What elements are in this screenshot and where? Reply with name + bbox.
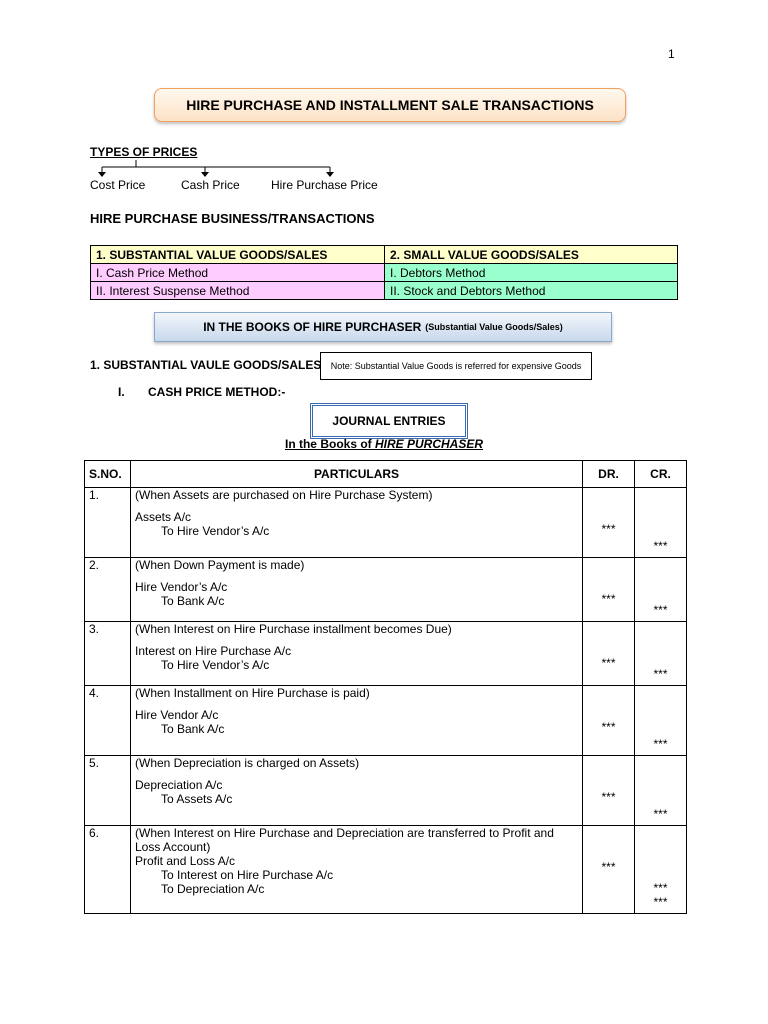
journal-row: [85, 826, 687, 914]
journal-row: [85, 686, 687, 756]
price-type-cost: Cost Price: [90, 178, 146, 192]
books-of-hire-purchaser-banner: [154, 312, 612, 342]
entry-credit-account: To Bank A/c: [161, 722, 225, 736]
books-banner-sub: (Substantial Value Goods/Sales): [425, 322, 563, 332]
goods-table-header-row: [91, 246, 678, 264]
journal-table: [84, 460, 687, 914]
col-header-cr: CR.: [635, 461, 687, 488]
journal-subtitle: [0, 437, 768, 451]
page-number: 1: [668, 47, 675, 61]
journal-cr: ***: [635, 686, 687, 756]
entry-credit-account: To Bank A/c: [161, 594, 225, 608]
entry-description: (When Assets are purchased on Hire Purchase System): [135, 488, 433, 502]
col-header-dr: DR.: [583, 461, 635, 488]
books-banner-main: IN THE BOOKS OF HIRE PURCHASER: [203, 320, 422, 334]
journal-particulars: [131, 686, 583, 756]
journal-sno: 2.: [85, 558, 131, 622]
method-name: CASH PRICE METHOD:-: [148, 385, 286, 399]
entry-credit-account: To Interest on Hire Purchase A/c: [161, 868, 334, 882]
goods-cell: II. Stock and Debtors Method: [385, 282, 678, 300]
entry-description: (When Installment on Hire Purchase is paid): [135, 686, 370, 700]
journal-row: [85, 488, 687, 558]
journal-dr: ***: [583, 622, 635, 686]
goods-cell: I. Debtors Method: [385, 264, 678, 282]
journal-cr: ***: [653, 895, 668, 909]
goods-header-substantial: 1. SUBSTANTIAL VALUE GOODS/SALES: [91, 246, 385, 264]
entry-debit-account: Depreciation A/c: [135, 778, 223, 792]
journal-subtitle-prefix: In the Books of: [284, 437, 375, 451]
col-header-particulars: PARTICULARS: [131, 461, 583, 488]
journal-sno: 6.: [85, 826, 131, 914]
journal-row: [85, 622, 687, 686]
journal-cr: ***: [635, 558, 687, 622]
entry-credit-account: To Assets A/c: [161, 792, 233, 806]
goods-header-small: 2. SMALL VALUE GOODS/SALES: [385, 246, 678, 264]
journal-subtitle-emphasis: HIRE PURCHASER: [374, 437, 483, 451]
hp-business-heading: HIRE PURCHASE BUSINESS/TRANSACTIONS: [90, 211, 375, 226]
journal-header-row: [85, 461, 687, 488]
journal-particulars: [131, 558, 583, 622]
entry-description: (When Depreciation is charged on Assets): [135, 756, 360, 770]
journal-particulars: [131, 488, 583, 558]
goods-cell: I. Cash Price Method: [91, 264, 385, 282]
price-type-cash: Cash Price: [181, 178, 240, 192]
journal-row: [85, 756, 687, 826]
note-box: Note: Substantial Value Goods is referred for expensive Goods: [320, 352, 592, 380]
goods-table-row: [91, 282, 678, 300]
journal-particulars: [131, 622, 583, 686]
journal-dr: ***: [583, 826, 635, 914]
entry-debit-account: Hire Vendor’s A/c: [135, 580, 228, 594]
price-tree-connector: [90, 158, 350, 178]
journal-cr: ***: [635, 756, 687, 826]
entry-description: (When Interest on Hire Purchase installment becomes Due): [135, 622, 452, 636]
method-number: I.: [118, 385, 125, 399]
journal-sno: 1.: [85, 488, 131, 558]
journal-particulars: [131, 826, 583, 914]
journal-dr: ***: [583, 488, 635, 558]
journal-cr: ***: [653, 881, 668, 895]
entry-debit-account: Hire Vendor A/c: [135, 708, 219, 722]
journal-particulars: [131, 756, 583, 826]
goods-cell: II. Interest Suspense Method: [91, 282, 385, 300]
journal-entries-box: JOURNAL ENTRIES: [310, 403, 468, 439]
journal-dr: ***: [583, 686, 635, 756]
price-type-hire-purchase: Hire Purchase Price: [271, 178, 378, 192]
journal-dr: ***: [583, 558, 635, 622]
journal-cr: ***: [635, 488, 687, 558]
journal-row: [85, 558, 687, 622]
entry-debit-account: Interest on Hire Purchase A/c: [135, 644, 292, 658]
types-of-prices-heading: TYPES OF PRICES: [90, 145, 198, 159]
entry-credit-account: To Depreciation A/c: [161, 882, 265, 896]
journal-dr: ***: [583, 756, 635, 826]
entry-credit-account: To Hire Vendor’s A/c: [161, 524, 270, 538]
entry-debit-account: Assets A/c: [135, 510, 192, 524]
entry-description: (When Interest on Hire Purchase and Depreciation are transferred to Profit and Loss Account): [135, 826, 554, 854]
journal-cr-cell: [635, 826, 687, 914]
goods-table: [90, 245, 678, 300]
journal-sno: 4.: [85, 686, 131, 756]
entry-description: (When Down Payment is made): [135, 558, 305, 572]
col-header-sno: S.NO.: [85, 461, 131, 488]
journal-sno: 5.: [85, 756, 131, 826]
entry-debit-account: Profit and Loss A/c: [135, 854, 236, 868]
journal-cr: ***: [635, 622, 687, 686]
goods-table-row: [91, 264, 678, 282]
entry-credit-account: To Hire Vendor’s A/c: [161, 658, 270, 672]
document-title: HIRE PURCHASE AND INSTALLMENT SALE TRANSACTIONS: [154, 88, 626, 122]
journal-sno: 3.: [85, 622, 131, 686]
substantial-value-heading: 1. SUBSTANTIAL VAULE GOODS/SALES: [90, 358, 322, 372]
